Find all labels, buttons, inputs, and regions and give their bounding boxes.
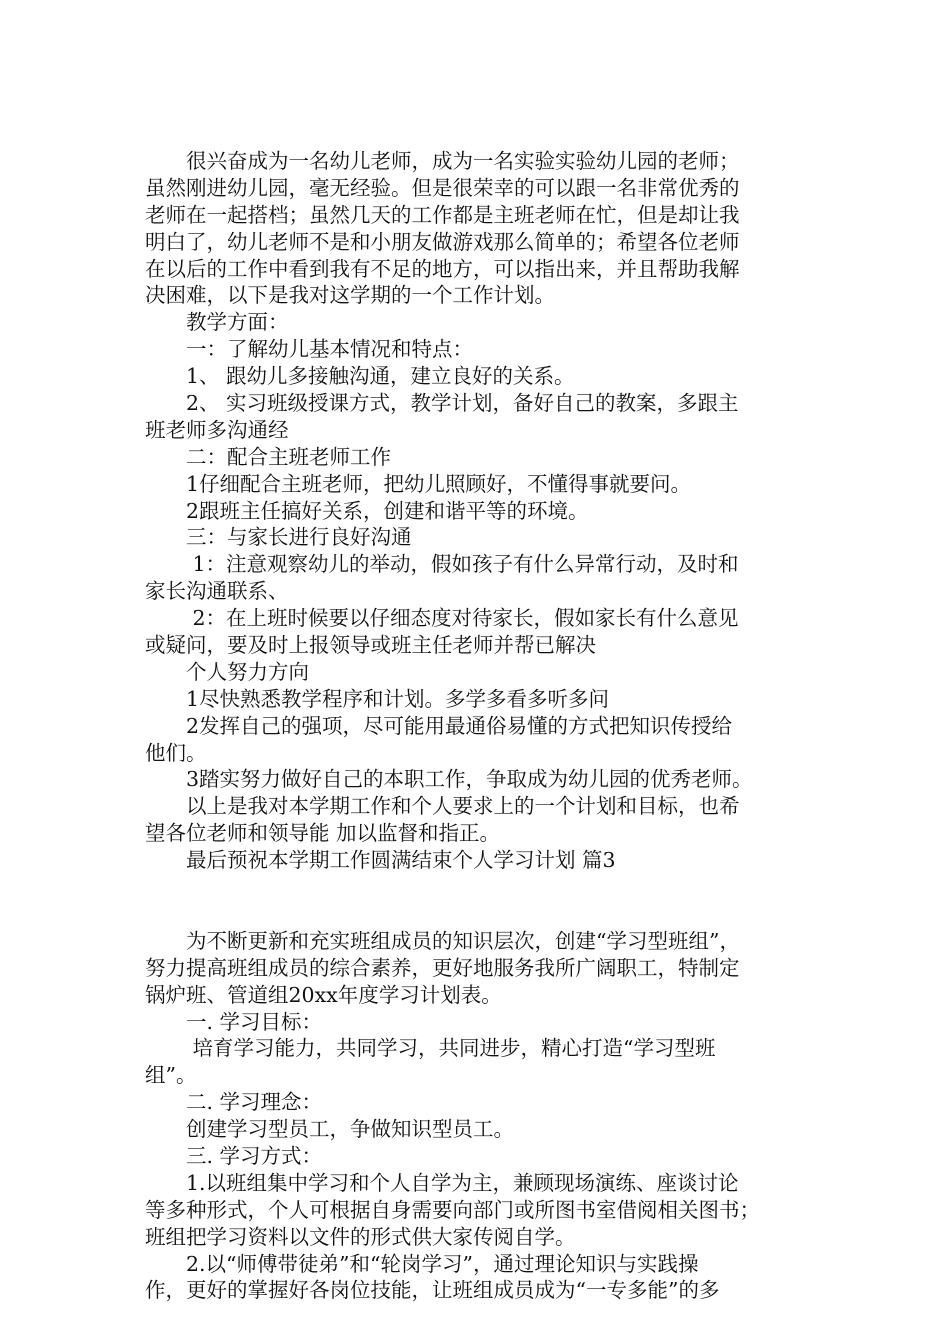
- text-line: 等多种形式，个人可根据自身需要向部门或所图书室借阅相关图书；: [145, 1197, 760, 1222]
- text-line: 三：与家长进行良好沟通: [145, 525, 412, 550]
- text-line: 班老师多沟通经: [145, 417, 289, 442]
- section-plan-kindergarten: [145, 148, 810, 874]
- text-line: 为不断更新和充实班组成员的知识层次，创建“学习型班组”，: [145, 928, 740, 953]
- text-line: 望各位老师和领导能 加以监督和指正。: [145, 821, 501, 846]
- text-line: 1尽快熟悉教学程序和计划。多学多看多听多问: [145, 686, 610, 711]
- text-line: 决困难，以下是我对这学期的一个工作计划。: [145, 283, 555, 308]
- text-line: 一：了解幼儿基本情况和特点：: [145, 337, 473, 362]
- text-line: 创建学习型员工，争做知识型员工。: [145, 1117, 514, 1142]
- text-line: 明白了，幼儿老师不是和小朋友做游戏那么简单的；希望各位老师: [145, 229, 740, 254]
- text-line: 很兴奋成为一名幼儿老师，成为一名实验实验幼儿园的老师；: [145, 149, 740, 173]
- text-line: 培育学习能力，共同学习，共同进步，精心打造“学习型班: [145, 1036, 716, 1061]
- text-line: 2发挥自己的强项，尽可能用最通俗易懂的方式把知识传授给: [145, 713, 733, 738]
- text-line: 2、 实习班级授课方式，教学计划，备好自己的教案，多跟主: [145, 391, 739, 416]
- text-line: 2跟班主任搞好关系，创建和谐平等的环境。: [145, 498, 589, 523]
- text-line: 作，更好的掌握好各岗位技能，让班组成员成为“一专多能”的多: [145, 1278, 720, 1303]
- text-line: 二：配合主班老师工作: [145, 444, 391, 469]
- text-line: 教学方面：: [145, 310, 289, 335]
- text-line: 3踏实努力做好自己的本职工作，争取成为幼儿园的优秀老师。: [145, 767, 753, 792]
- text-line: 二. 学习理念：: [145, 1090, 323, 1115]
- text-line: 以上是我对本学期工作和个人要求上的一个计划和目标，也希: [145, 794, 740, 819]
- text-line: 或疑问，要及时上报领导或班主任老师并帮已解决: [145, 633, 596, 658]
- text-line: 在以后的工作中看到我有不足的地方，可以指出来，并且帮助我解: [145, 256, 740, 281]
- section-plan-study: [145, 928, 810, 1304]
- text-line: 虽然刚进幼儿园，毫无经验。但是很荣幸的可以跟一名非常优秀的: [145, 175, 740, 200]
- text-line: 1：注意观察幼儿的举动，假如孩子有什么异常行动，及时和: [145, 552, 739, 577]
- text-line: 1、 跟幼儿多接触沟通，建立良好的关系。: [145, 364, 575, 389]
- text-line: 三. 学习方式：: [145, 1143, 323, 1168]
- text-line: 他们。: [145, 740, 207, 765]
- text-line: 班组把学习资料以文件的形式供大家传阅自学。: [145, 1224, 576, 1249]
- text-line: 老师在一起搭档；虽然几天的工作都是主班老师在忙，但是却让我: [145, 202, 740, 227]
- text-line: 一. 学习目标：: [145, 1009, 323, 1034]
- text-line: 锅炉班、管道组20xx年度学习计划表。: [145, 982, 502, 1007]
- text-line: 1仔细配合主班老师，把幼儿照顾好，不懂得事就要问。: [145, 471, 692, 496]
- text-line: 个人努力方向: [145, 659, 309, 684]
- text-line: 努力提高班组成员的综合素养，更好地服务我所广阔职工，特制定: [145, 955, 740, 980]
- section-gap: [145, 874, 810, 928]
- text-line: 1.以班组集中学习和个人自学为主，兼顾现场演练、座谈讨论: [145, 1170, 739, 1195]
- text-line: 家长沟通联系、: [145, 579, 289, 604]
- text-line: 2.以“师傅带徒弟”和“轮岗学习”，通过理论知识与实践操: [145, 1251, 699, 1276]
- document-body: [145, 148, 810, 1304]
- text-line: 2：在上班时候要以仔细态度对待家长，假如家长有什么意见: [145, 606, 739, 631]
- text-line: 组”。: [145, 1063, 197, 1088]
- text-line: 最后预祝本学期工作圆满结束个人学习计划 篇3: [145, 848, 616, 873]
